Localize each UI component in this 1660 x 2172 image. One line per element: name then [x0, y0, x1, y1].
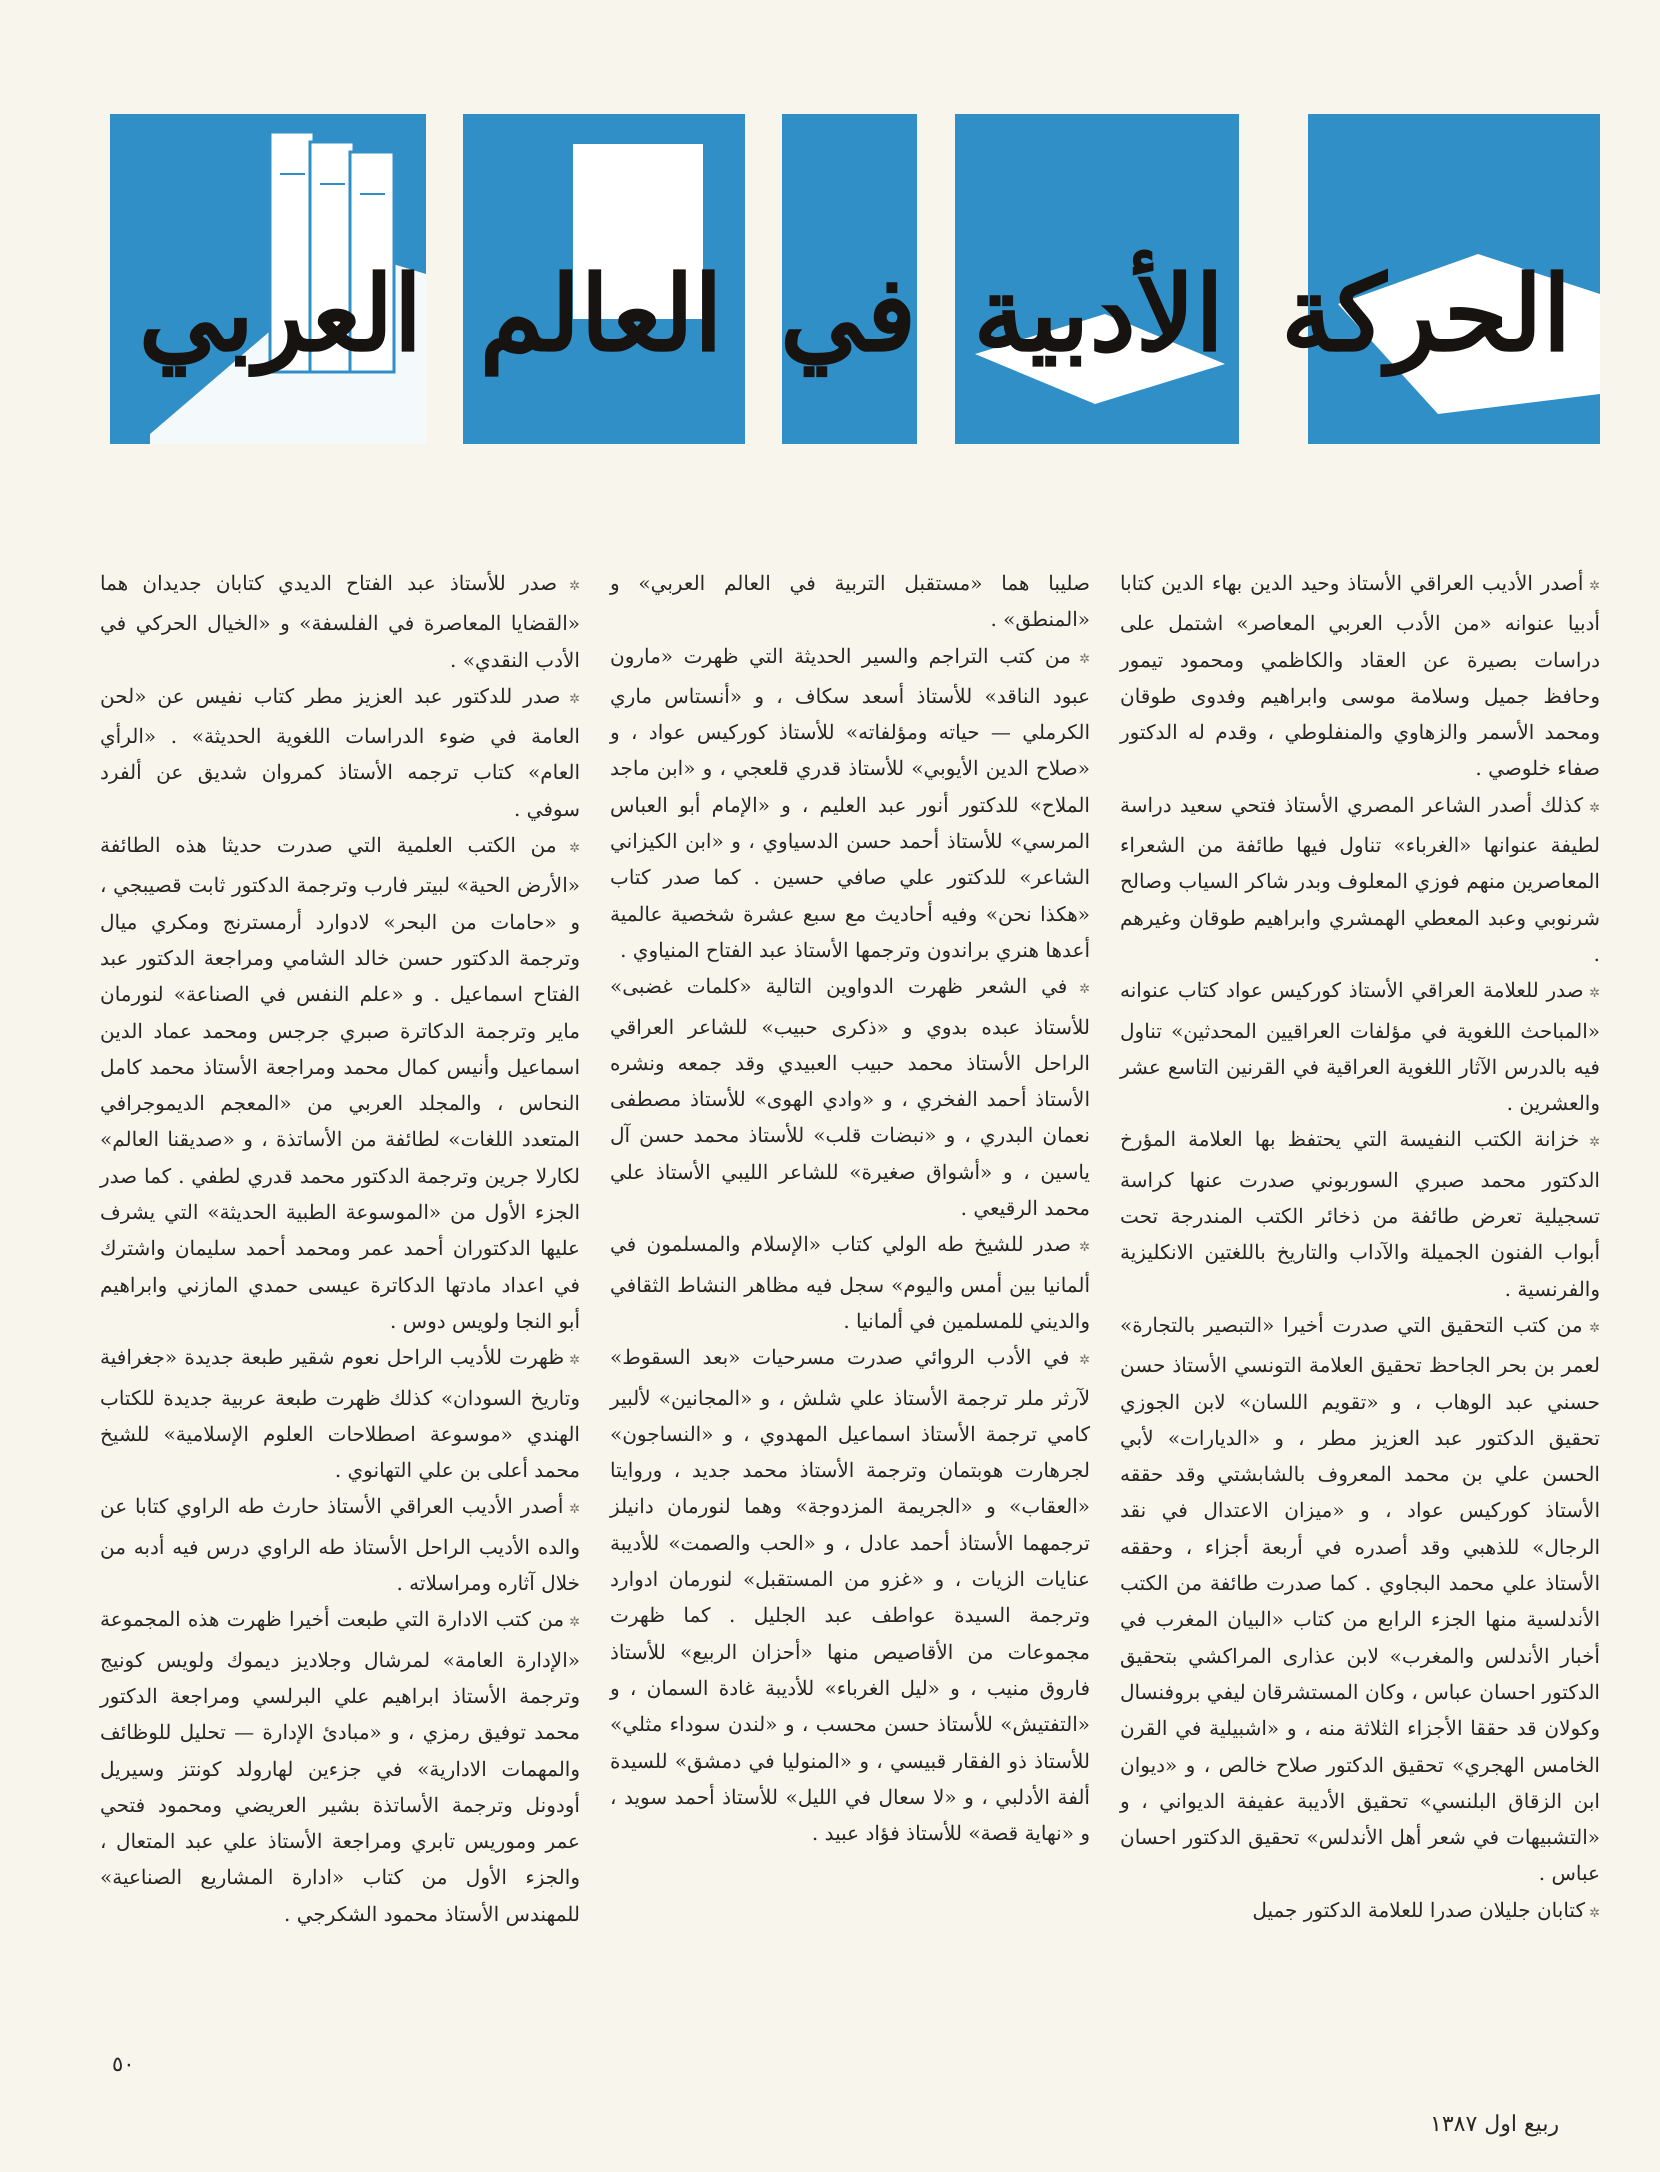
bullet-star-icon: ✲	[1070, 651, 1090, 667]
paragraph: ✲ كذلك أصدر الشاعر المصري الأستاذ فتحي سعيد دراسة لطيفة عنوانها «الغرباء» تناول فيها طائفة من الشعراء المعاصرين منهم فوزي المعلوف وبدر شاكر السياب وصالح شرنوبي وعبد المعطي الهمشري وابراهيم طوقان وغيرهم .	[1120, 792, 1600, 966]
paragraph: ✲ في الأدب الروائي صدرت مسرحيات «بعد السقوط» لآرثر ملر ترجمة الأستاذ علي شلش ، و «المجانين» لألبير كامي ترجمة الأستاذ اسماعيل المهدوي ، و «النساجون» لجرهارت هوبتمان وترجمة الأستاذ محمد جديد ، وروايتا «العقاب» و «الجريمة المزدوجة» وهما لنورمان دانيلز ترجمهما الأستاذ أحمد عادل ، و «الحب والصمت» للأديبة عنايات الزيات ، و «غزو من المستقبل» لنورمان ادوارد وترجمة السيدة عواطف عبد الجليل . كما ظهرت مجموعات من الأقاصيص منها «أحزان الربيع» للأستاذ فاروق منيب ، و «ليل الغرباء» للأديبة غادة السمان ، و «التفتيش» للأستاذ حسن محسب ، و «لندن سوداء مثلي» للأستاذ ذو الفقار قبيسي ، و «المنوليا في دمشق» للسيدة ألفة الأدلبي ، و «لا سعال في الليل» للأستاذ أحمد سويد ، و «نهاية قصة» للأستاذ فؤاد عبيد .	[610, 1345, 1090, 1846]
header-panel-4	[955, 114, 1239, 444]
bullet-star-icon: ✲	[1579, 1135, 1600, 1151]
article-body	[100, 565, 1600, 2065]
bullet-star-icon: ✲	[557, 579, 580, 594]
page-sheet	[975, 314, 1225, 404]
bullet-star-icon: ✲	[1584, 1905, 1600, 1921]
paragraph: ✲ من الكتب العلمية التي صدرت حديثا هذه الطائفة «الأرض الحية» لبيتر فارب وترجمة الدكتور ثابت قصيبجي ، و «حامات من البحر» لادوارد أرمسترنج ومكري ميال وترجمة الدكتور حسن خالد الشامي ومراجعة الدكتور عبد الفتاح اسماعيل . و «علم النفس في الصناعة» لنورمان ماير وترجمة الدكاترة صبري جرجس ومحمد عماد الدين اسماعيل وأنيس كمال محمد ومراجعة الأستاذ محمد كامل النحاس ، والمجلد العربي من «المعجم الديموجرافي المتعدد اللغات» لطائفة من الأساتذة ، و «صديقنا العالم» لكارلا جرين وترجمة الدكتور محمد قدري لطفي . كما صدر الجزء الأول من «الموسوعة الطبية الحديثة» التي يشرف عليها الدكتوران أحمد عمر ومحمد أحمد سليمان واشترك في اعداد مادتها الدكاترة عيسى حمدي المازني وابراهيم أبو النجا ولويس دوس .	[100, 833, 580, 1333]
paragraph: ✲ خزانة الكتب النفيسة التي يحتفظ بها العلامة المؤرخ الدكتور محمد صبري السوربوني صدرت عنها كراسة تسجيلية تعرض طائفة من ذخائر الكتب المندرجة تحت أبواب الفنون الجميلة والآداب والتاريخ باللغتين الانكليزية والفرنسية .	[1120, 1127, 1600, 1301]
title-word: الحركة	[1281, 252, 1572, 375]
paragraph: ✲ في الشعر ظهرت الدواوين التالية «كلمات غضبى» للأستاذ عبده بدوي و «ذكرى حبيب» للشاعر العراقي الراحل الأستاذ محمد حبيب العبيدي وقد جمعه ونشره الأستاذ أحمد الفخري ، و «وادي الهوى» للأستاذ مصطفى نعمان البدري ، و «نبضات قلب» للأستاذ محمد حسن آل ياسين ، و «أشواق صغيرة» للشاعر الليبي الأستاذ علي محمد الرقيعي .	[610, 974, 1090, 1221]
header-banner	[110, 114, 1600, 444]
book-spine-1	[270, 132, 314, 372]
paragraph: ✲ صدر للأستاذ عبد الفتاح الديدي كتابان جديدان هما «القضايا المعاصرة في الفلسفة» و «الخيال الحركي في الأدب النقدي» .	[100, 571, 580, 672]
book-spine-2	[310, 142, 354, 372]
issue-date: ربيع اول ١٣٨٧	[1430, 2112, 1560, 2137]
bullet-star-icon: ✲	[1582, 1320, 1600, 1336]
bullet-star-icon: ✲	[1583, 579, 1600, 594]
bullet-star-icon: ✲	[556, 841, 580, 857]
paragraph: ✲ أصدر الأديب العراقي الأستاذ حارث طه الراوي كتابا عن والده الأديب الراحل الأستاذ طه الراوي درس فيه أدبه من خلال آثاره ومراسلاته .	[100, 1494, 580, 1596]
bullet-star-icon: ✲	[1069, 1353, 1090, 1369]
paragraph: ✲ صدر للشيخ طه الولي كتاب «الإسلام والمسلمون في ألمانيا بين أمس واليوم» سجل فيه مظاهر النشاط الثقافي والديني للمسلمين في ألمانيا .	[610, 1232, 1090, 1333]
header-panel-5	[1308, 114, 1600, 444]
paragraph: ✲ كتابان جليلان صدرا للعلامة الدكتور جميل	[1252, 1897, 1600, 1922]
title-word: الأدبية	[973, 252, 1224, 375]
bullet-star-icon: ✲	[1067, 982, 1090, 998]
paragraph: ✲ صدر للعلامة العراقي الأستاذ كوركيس عواد كتاب عنوانه «المباحث اللغوية في مؤلفات العراقيين المحدثين» تناول فيه بالدرس الآثار اللغوية العراقية في القرنين التاسع عشر والعشرين .	[1120, 978, 1600, 1116]
bullet-star-icon: ✲	[563, 1502, 580, 1518]
page-sheet	[1338, 254, 1600, 414]
header-panel-2	[463, 114, 745, 444]
paragraph: ✲ من كتب التحقيق التي صدرت أخيرا «التبصير بالتجارة» لعمر بن بحر الجاحظ تحقيق العلامة التونسي الأستاذ حسن حسني عبد الوهاب ، و «تقويم اللسان» لابن الجوزي تحقيق الدكتور عبد العزيز مطر ، و «الديارات» لأبي الحسن علي بن محمد المعروف بالشابشتي وقد حققه الأستاذ كوركيس عواد ، و «ميزان الاعتدال في نقد الرجال» للذهبي وقد أصدره في أربعة أجزاء ، وحققه الأستاذ علي محمد البجاوي . كما صدرت طائفة من الكتب الأندلسية منها الجزء الرابع من كتاب «البيان المغرب في أخبار الأندلس والمغرب» لابن عذارى المراكشي بتحقيق الدكتور احسان عباس ، وكان المستشرقان ليفي بروفنسال وكولان قد حققا الأجزاء الثلاثة منه ، و «اشبيلية في القرن الخامس الهجري» تحقيق الدكتور صلاح خالص ، و «ديوان ابن الزقاق البلنسي» تحقيق الأديبة عفيفة الديواني ، و «التشبيهات في شعر أهل الأندلس» تحقيق الدكتور احسان عباس .	[1120, 1312, 1600, 1886]
open-page-shape	[463, 114, 745, 444]
page-sheet	[573, 144, 703, 319]
open-page-shape	[1308, 114, 1600, 444]
text-column-middle	[610, 565, 1090, 2065]
paragraph: ✲ ظهرت للأديب الراحل نعوم شقير طبعة جديدة «جغرافية وتاريخ السودان» كذلك ظهرت طبعة عربية جديدة للكتاب الهندي «موسوعة اصطلاحات العلوم الإسلامية» للشيخ محمد أعلى بن علي التهانوي .	[100, 1345, 581, 1483]
bullet-star-icon: ✲	[1583, 800, 1600, 816]
paragraph: ✲ أصدر الأديب العراقي الأستاذ وحيد الدين بهاء الدين كتابا أدبيا عنوانه «من الأدب العربي المعاصر» اشتمل على دراسات بصيرة عن العقاد والكاظمي ومحمود تيمور وحافظ جميل وسلامة موسى وابراهيم وفدوى طوقان ومحمد الأسمر والزهاوي والمنفلوطي ، وقدم له الدكتور صفاء خلوصي .	[1120, 571, 1600, 781]
title-word: العالم	[479, 252, 723, 375]
paragraph: صليبا هما «مستقبل التربية في العالم العربي» و «المنطق» .	[610, 571, 1090, 632]
header-panel-books	[110, 114, 426, 444]
paragraph: ✲ صدر للدكتور عبد العزيز مطر كتاب نفيس عن «لحن العامة في ضوء الدراسات اللغوية الحديثة» . «الرأي العام» كتاب ترجمه الأستاذ كمروان شديق عن ألفرد سوفي .	[100, 683, 580, 821]
page-number: ٥٠	[112, 2052, 135, 2076]
bullet-star-icon: ✲	[564, 1353, 581, 1369]
bullet-star-icon: ✲	[1071, 1240, 1090, 1256]
bullet-star-icon: ✲	[1583, 986, 1600, 1002]
bullet-star-icon: ✲	[560, 691, 580, 707]
text-column-left	[100, 565, 580, 2065]
title-word: في	[779, 252, 917, 375]
books-illustration	[110, 114, 426, 444]
text-column-right	[1120, 565, 1600, 2065]
title-word: العربي	[138, 252, 423, 375]
bullet-star-icon: ✲	[564, 1615, 580, 1631]
open-page-shape	[955, 114, 1239, 444]
book-spine-3	[350, 152, 394, 372]
header-panel-3	[779, 114, 917, 444]
paragraph: ✲ من كتب الادارة التي طبعت أخيرا ظهرت هذه المجموعة «الإدارة العامة» لمرشال وجلاديز ديموك ولويس كونيج وترجمة الأستاذ ابراهيم علي البرلسي ومراجعة الدكتور محمد توفيق رمزي ، و «مبادئ الإدارة — تحليل للوظائف والمهمات الادارية» في جزءين لهارولد كونتز وسيريل أودونل وترجمة الأساتذة بشير العريضي ومحمود فتحي عمر وموريس تابري ومراجعة الأستاذ علي عبد المتعال ، والجزء الأول من كتاب «ادارة المشاريع الصناعية» للمهندس الأستاذ محمود الشكرجي .	[100, 1607, 580, 1926]
paragraph: ✲ من كتب التراجم والسير الحديثة التي ظهرت «مارون عبود الناقد» للأستاذ أسعد سكاف ، و «أنستاس ماري الكرملي — حياته ومؤلفاته» للأستاذ كوركيس عواد ، و «صلاح الدين الأيوبي» للأستاذ قدري قلعجي ، و «ابن ماجد الملاح» للدكتور أنور عبد العليم ، و «الإمام أبو العباس المرسي» للأستاذ أحمد حسن الدسياوي ، و «ابن الكيزاني الشاعر» للدكتور علي صافي حسين . كما صدر كتاب «هكذا نحن» وفيه أحاديث مع سبع عشرة شخصية عالمية أعدها هنري براندون وترجمها الأستاذ عبد الفتاح المنياوي .	[610, 643, 1090, 962]
